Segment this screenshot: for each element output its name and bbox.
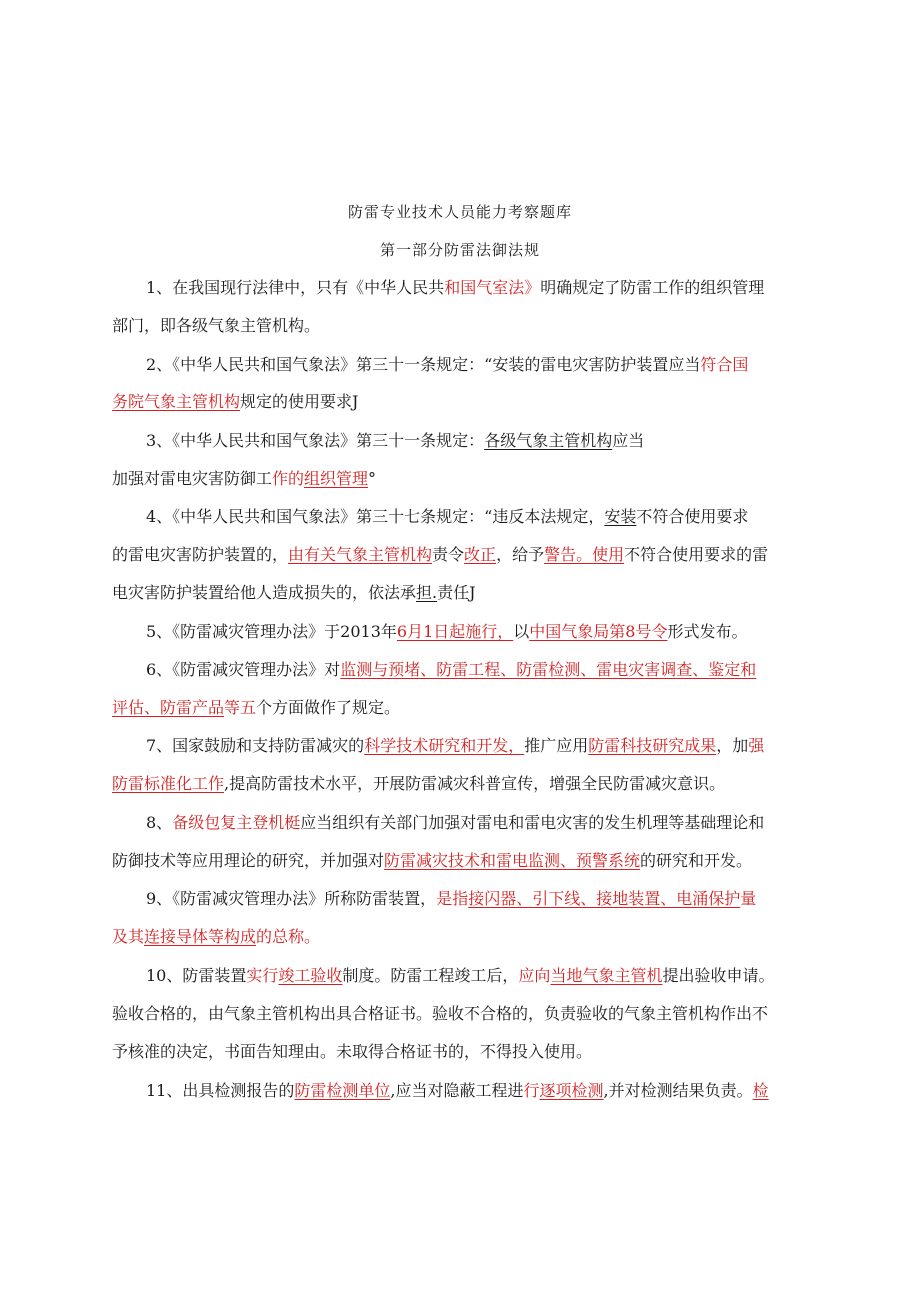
text-run: 中国气象局第8号令 [529,622,668,641]
paragraph-10-line-1 [146,965,846,987]
paragraph-2-line-1 [146,354,846,376]
text-run: ，加 [716,736,749,755]
text-run: 担. [416,583,438,602]
text-run: 验收合格的，由气象主管机构出具合格证书。验收不合格的，负责验收的气象主管机构作出不 [112,1004,769,1023]
paragraph-7-line-2 [112,773,812,795]
text-run: 科学技术研究和开发， [364,736,525,755]
paragraph-10-line-3 [112,1041,812,1063]
text-run: 加强对雷电灾害防御工 [112,469,273,488]
text-run: 警告。使用 [544,545,625,564]
text-run: 检 [752,1081,769,1100]
text-run: 竣工验收 [278,966,343,985]
text-run: 由有关气象主管机构 [288,545,433,564]
section-title: 第一部分防雷法御法规 [379,241,540,259]
text-run: 防御技术等应用理论的研究，并加强对 [112,851,385,870]
text-run: 组织管理 [304,469,369,488]
text-run: 逐项检测 [539,1081,604,1100]
paragraph-6-line-1 [146,659,846,681]
text-run: 防雷标准化工作 [112,774,225,793]
text-run: 个方面做作了规定。 [256,698,401,717]
text-run: 2、《中华人民共和国气象法》第三十一条规定：“安装的雷电灾害防护装置应当 [146,355,701,374]
text-run: 4、《中华人民共和国气象法》第三十七条规定：“违反本法规定， [146,507,605,526]
paragraph-9-line-2 [112,926,812,948]
paragraph-9-line-1 [146,888,846,910]
paragraph-8-line-1 [146,812,846,834]
text-run: 的总称。 [256,927,321,946]
paragraph-3-line-2 [112,468,812,490]
paragraph-7-line-1 [146,735,846,757]
paragraph-4-line-2 [112,544,812,566]
text-run: 形式发布。 [667,622,748,641]
text-run: 明确规定了防雷工作的组织管理 [540,278,765,297]
text-run: 推广应用 [524,736,589,755]
text-run: 评估、防雷产品 [112,698,225,717]
text-run: 是指 [436,889,469,908]
text-run: ，给予 [496,545,545,564]
text-run: 6、《防雷减灾管理办法》对 [146,660,341,679]
paragraph-5-line-1 [146,621,846,643]
text-run: 1、在我国现行法律中，只有《中华人民共 [146,278,445,297]
text-run: 等五 [224,698,257,717]
paragraph-3-line-1 [146,430,846,452]
text-run: 及其 [112,927,145,946]
text-run: 连接导体等构成 [144,927,257,946]
text-run: 提出验收申请。 [662,966,775,985]
text-run: 安装 [604,507,637,526]
text-run: 务院气象主管机构 [112,392,241,411]
text-run: ,提高防雷技术水平，开展防雷减灾科普宣传，增强全民防雷减灾意识。 [224,774,726,793]
text-run: 5、《防雷减灾管理办法》于2013年 [146,622,397,641]
paragraph-10-line-2 [112,1003,812,1025]
text-run: 10、防雷装置 [146,966,247,985]
text-run: 当地气象主管机 [550,966,663,985]
text-run: 符合国 [700,355,749,374]
paragraph-1-line-2 [112,315,812,337]
text-run: 以 [513,622,530,641]
text-run: 应当组织有关部门加强对雷电和雷电灾害的发生机理等基础理论和 [300,813,765,832]
text-run: 防雷减灾技术和雷电监测、预警系统 [384,851,641,870]
text-run: 改正 [464,545,497,564]
document-title: 防雷专业技术人员能力考察题库 [347,203,572,221]
paragraph-2-line-2 [112,391,812,413]
text-run: 8、 [146,813,173,832]
text-run: 6月1日起施行， [396,622,514,641]
text-run: 规定的使用要求J [240,392,359,411]
text-run: 实行 [246,966,279,985]
text-run: ° [368,469,377,488]
text-run: 备级包复主登机梃 [172,813,301,832]
text-run: 不符合使用要求 [636,507,749,526]
text-run: 监测与预堵、防雷工程、防雷检测、雷电灾害调查、鉴定和 [340,660,757,679]
text-run: 量 [740,889,757,908]
text-run: ,并对检测结果负责。 [603,1081,753,1100]
text-run: 制度。防雷工程竣工后， [342,966,519,985]
text-run: 防雷科技研究成果 [588,736,717,755]
text-run: 责令 [432,545,465,564]
text-run: 的研究和开发。 [640,851,753,870]
text-run: 11、出具检测报告的 [146,1081,295,1100]
text-run: 7、国家鼓励和支持防雷减灾的 [146,736,365,755]
paragraph-8-line-2 [112,850,812,872]
text-run: 防雷检测单位 [294,1081,391,1100]
text-run: ,应当对隐蔽工程进 [390,1081,524,1100]
paragraph-4-line-1 [146,506,846,528]
text-run: 予核准的决定，书面告知理由。未取得合格证书的，不得投入使用。 [112,1042,593,1061]
paragraph-4-line-3 [112,582,812,604]
text-run: 应当 [612,431,645,450]
paragraph-1-line-1 [146,277,846,299]
text-run: 接闪器、引下线、接地装置、电涌保护 [468,889,741,908]
text-run: 行 [523,1081,540,1100]
text-run: 责任J [437,583,476,602]
text-run: 强 [748,736,765,755]
text-run: 部门，即各级气象主管机构。 [112,316,321,335]
text-run: 的雷电灾害防护装置的， [112,545,289,564]
text-run: 作的 [272,469,305,488]
paragraph-6-line-2 [112,697,812,719]
text-run: 9、《防雷减灾管理办法》所称防雷装置， [146,889,437,908]
text-run: 3、《中华人民共和国气象法》第三十一条规定： [146,431,485,450]
text-run: 不符合使用要求的雷 [624,545,769,564]
text-run: 应向 [518,966,551,985]
text-run: 各级气象主管机构 [484,431,613,450]
paragraph-11-line-1 [146,1080,846,1102]
text-run: 电灾害防护装置给他人造成损失的，依法承 [112,583,417,602]
text-run: 和国气室法》 [444,278,541,297]
